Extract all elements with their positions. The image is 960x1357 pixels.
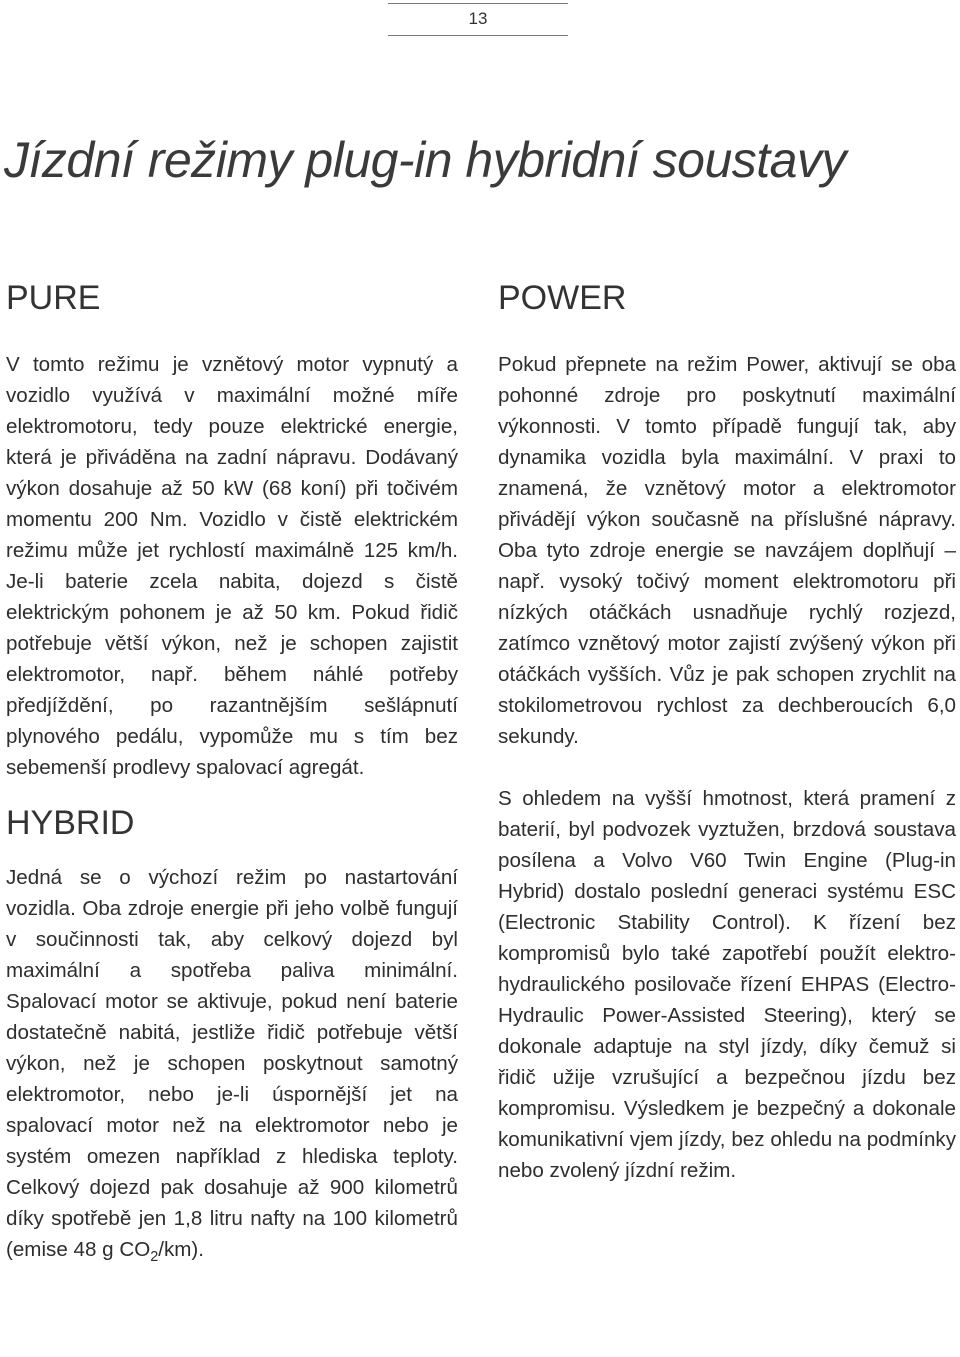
header-rule-top	[388, 3, 568, 4]
chassis-body: S ohledem na vyšší hmotnost, která pramení z baterií, byl podvozek vyztužen, brzdová soustava posílena a Volvo V60 Twin Engine (Plug-in Hybrid) dostalo poslední generaci systému ESC (Electronic Stability Control). K řízení bez kompromisů bylo také zapotřebí použít elektro-hydraulického posilovače řízení EHPAS (Electro-Hydraulic Power-Assisted Steering), který se dokonale adaptuje na styl jízdy, díky čemuž si řidič užije vzrušující a bezpečnou jízdu bez kompromisu. Výsledkem je bezpečný a dokonale komunikativní vjem jízdy, bez ohledu na podmínky nebo zvolený jízdní režim.	[498, 787, 956, 1182]
hybrid-heading: HYBRID	[6, 804, 135, 842]
left-column	[6, 278, 458, 1265]
pure-heading: PURE	[6, 279, 101, 317]
co2-subscript: 2	[150, 1249, 159, 1266]
hybrid-body	[6, 862, 458, 1265]
hybrid-body-suffix: /km).	[158, 1238, 204, 1261]
page-title: Jízdní režimy plug-in hybridní soustavy	[4, 132, 846, 188]
right-column	[498, 278, 956, 1186]
power-heading: POWER	[498, 279, 627, 317]
page-number: 13	[468, 9, 488, 28]
header-rule-bottom	[388, 35, 568, 36]
power-body: Pokud přepnete na režim Power, aktivují se oba pohonné zdroje pro poskytnutí maximální výkonnosti. V tomto případě fungují tak, aby dynamika vozidla byla maximální. V praxi to znamená, že vznětový motor a elektromotor přivádějí výkon současně na příslušné nápravy. Oba tyto zdroje energie se navzájem doplňují – např. vysoký točivý moment elektromotoru při nízkých otáčkách usnadňuje rychlý rozjezd, zatímco vznětový motor zajistí zvýšený výkon při otáčkách vyšších. Vůz je pak schopen zrychlit na stokilometrovou rychlost za dechberoucích 6,0 sekundy.	[498, 353, 956, 748]
pure-body: V tomto režimu je vznětový motor vypnutý a vozidlo využívá v maximální možné míře elektromotoru, tedy pouze elektrické energie, která je přiváděna na zadní nápravu. Dodávaný výkon dosahuje až 50 kW (68 koní) při točivém momentu 200 Nm. Vozidlo v čistě elektrickém režimu může jet rychlostí maximálně 125 km/h. Je-li baterie zcela nabita, dojezd s čistě elektrickým pohonem je až 50 km. Pokud řidič potřebuje větší výkon, než je schopen zajistit elektromotor, např. během náhlé potřeby předjíždění, po razantnějším sešlápnutí plynového pedálu, vypomůže mu s tím bez sebemenší prodlevy spalovací agregát.	[6, 353, 458, 779]
hybrid-body-text: Jedná se o výchozí režim po nastartování vozidla. Oba zdroje energie při jeho volbě fungují v součinnosti tak, aby celkový dojezd byl maximální a spotřeba paliva minimální. Spalovací motor se aktivuje, pokud není baterie dostatečně nabitá, jestliže řidič potřebuje větší výkon, než je schopen poskytnout samotný elektromotor, nebo je-li úspornější jet na spalovací motor než na elektromotor nebo je systém omezen například z hlediska teploty. Celkový dojezd pak dosahuje až 900 kilometrů díky spotřebě jen 1,8 litru nafty na 100 kilometrů (emise 48 g CO	[6, 866, 458, 1261]
